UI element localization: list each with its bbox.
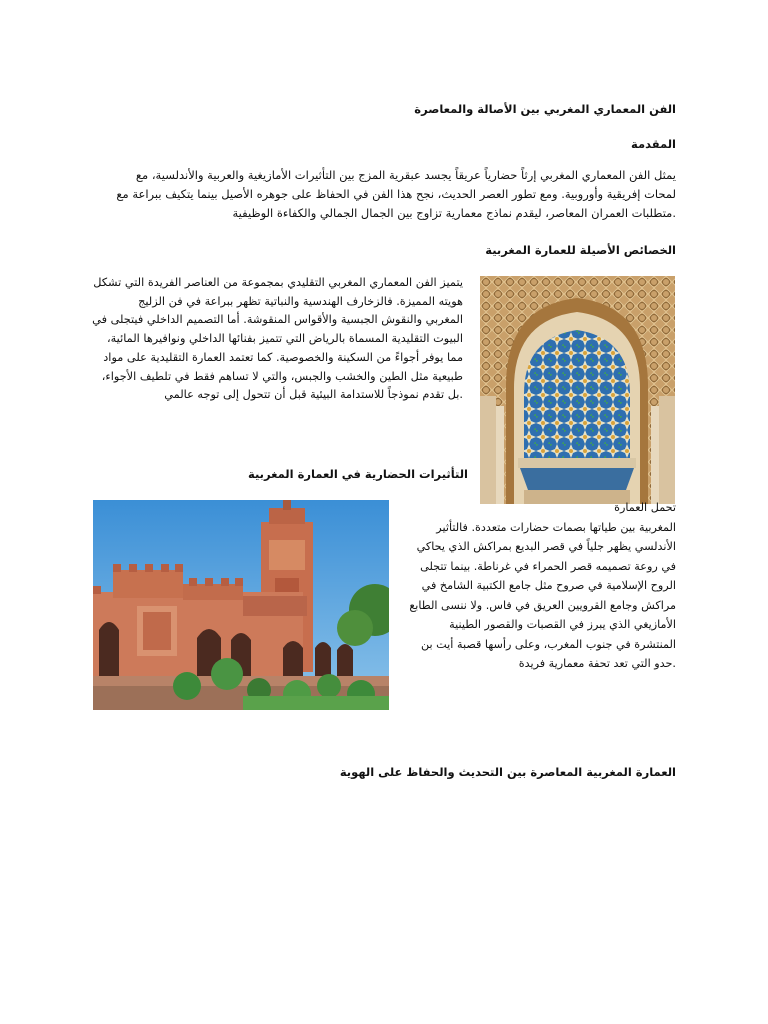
intro-line: لمحات إفريقية وأوروبية. ومع تطور العصر الحديث، نجح هذا الفن في الحفاظ على جوهره الأصيل بينما يتكيف ببراعة مع bbox=[116, 187, 676, 201]
intro-paragraph bbox=[90, 166, 676, 223]
influences-line: مراكش وجامع القرويين العريق في فاس. ولا ننسى الطابع bbox=[409, 598, 676, 612]
features-line: المغربي والنقوش الجبسية والأقواس المنقوشة. أما التصميم الداخلي فيتجلى في bbox=[92, 313, 463, 327]
influences-heading: التأثيرات الحضارية في العمارة المغربية bbox=[247, 467, 468, 481]
influences-line: الروح الإسلامية في صروح مثل جامع الكتبية الشامخ في bbox=[421, 579, 676, 592]
features-heading: الخصائص الأصيلة للعمارة المغربية bbox=[485, 243, 676, 257]
document-title: الفن المعماري المغربي بين الأصالة والمعاصرة bbox=[414, 102, 676, 116]
influences-line: تحمل العمارة bbox=[614, 501, 676, 514]
features-line: البيوت التقليدية المسماة بالرياض التي تتميز بفنائها الداخلي ونوافيرها المائية، bbox=[106, 332, 463, 346]
features-line: يتميز الفن المعماري المغربي التقليدي بمجموعة من العناصر الفريدة التي تشكل bbox=[93, 276, 463, 289]
contemporary-heading: العمارة المغربية المعاصرة بين التحديث والحفاظ على الهوية bbox=[339, 765, 676, 779]
intro-heading: المقدمة bbox=[631, 137, 676, 151]
features-line: طبيعية مثل الطين والخشب والجبس، والتي لا تساهم فقط في تلطيف الأجواء، bbox=[101, 369, 463, 383]
zellige-fountain-icon bbox=[480, 276, 675, 504]
zellige-fountain-image bbox=[480, 276, 675, 504]
features-line: مما يوفر أجواءً من السكينة والخصوصية. كما تعتمد العمارة التقليدية على مواد bbox=[103, 350, 463, 364]
influences-line: المغربية بين طياتها بصمات حضارات متعددة. فالتأثير bbox=[436, 520, 676, 534]
influences-line: .حدو التي تعد تحفة معمارية فريدة bbox=[518, 657, 676, 670]
features-paragraph bbox=[83, 274, 463, 405]
influences-line: الأندلسي يظهر جلياً في قصر البديع بمراكش الذي يحاكي bbox=[416, 540, 676, 553]
influences-paragraph bbox=[392, 498, 676, 674]
influences-line: في روعة تصميمه قصر الحمراء في غرناطة. بينما تتجلى bbox=[420, 559, 676, 573]
influences-line: المنتشرة في جنوب المغرب، وعلى رأسها قصبة أيت بن bbox=[421, 637, 676, 651]
intro-line: .متطلبات العمران المعاصر، ليقدم نماذج معمارية تزاوج بين الجمال الجمالي والكفاءة الوظيفية bbox=[232, 206, 676, 220]
moroccan-building-minaret-icon bbox=[93, 500, 389, 710]
influences-line: الأمازيغي الذي يبرز في القصبات والقصور الطينية bbox=[449, 618, 676, 631]
intro-line: يمثل الفن المعماري المغربي إرثاً حضارياً عريقاً يجسد عبقرية المزج بين التأثيرات الأمازيغية والعربية والأندلسية، مع bbox=[135, 168, 676, 182]
features-line: هويته المميزة. فالزخارف الهندسية والنباتية تظهر ببراعة في فن الزليج bbox=[138, 294, 463, 308]
moroccan-building-image bbox=[93, 500, 389, 710]
features-line: .بل تقدم نموذجاً للاستدامة البيئية قبل أن تتحول إلى توجه عالمي bbox=[164, 388, 463, 402]
